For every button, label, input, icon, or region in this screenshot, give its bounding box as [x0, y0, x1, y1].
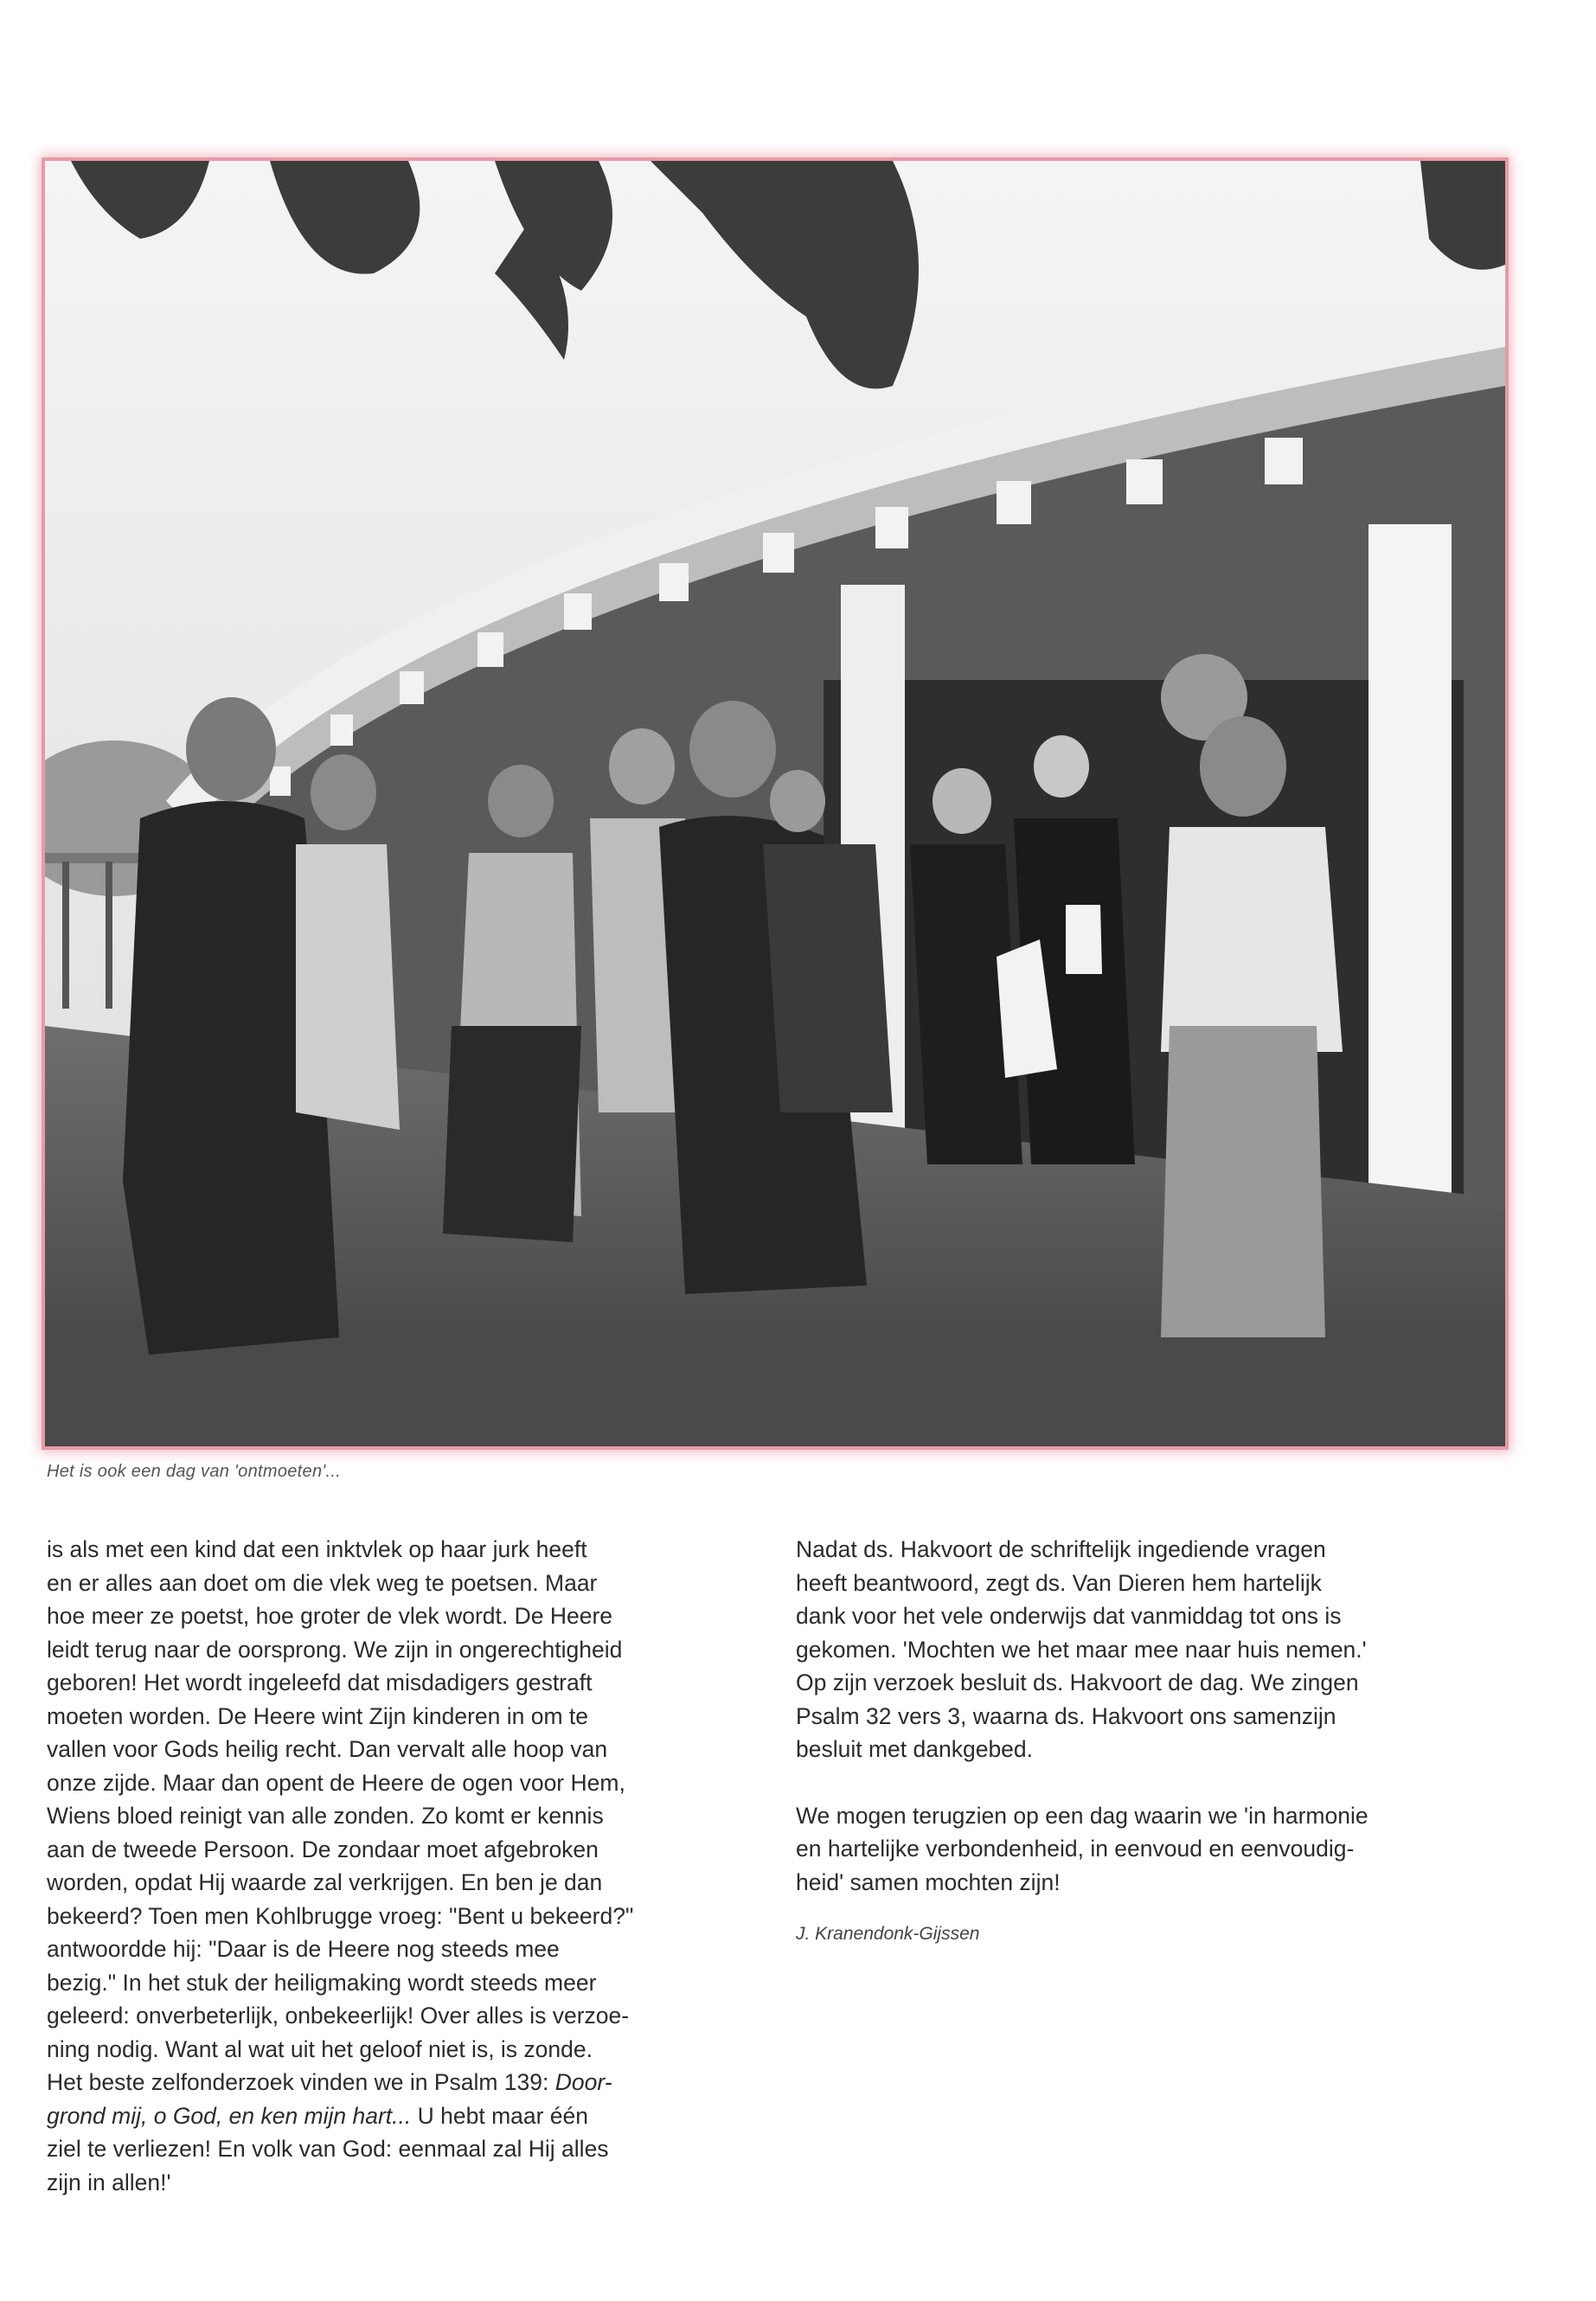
text-line: vallen voor Gods heilig recht. Dan vervalt alle hoop van	[47, 1736, 608, 1762]
text-line	[47, 2066, 752, 2099]
text-line: We mogen terugzien op een dag waarin we 'in harmonie	[796, 1802, 1368, 1829]
text-line: zijn in allen!'	[47, 2169, 171, 2195]
text-line: Op zijn verzoek besluit ds. Hakvoort de dag. We zingen	[796, 1670, 1359, 1695]
text-line: leidt terug naar de oorsprong. We zijn in ongerechtigheid	[47, 1636, 623, 1663]
text-line	[47, 2099, 752, 2133]
text-line: antwoordde hij: "Daar is de Heere nog steeds mee	[47, 1936, 560, 1962]
text-line: geleerd: onverbeterlijk, onbekeerlijk! Over alles is verzoe-	[47, 2003, 630, 2029]
text-line: bezig." In het stuk der heiligmaking wordt steeds meer	[47, 1969, 597, 1996]
text-fragment: Het beste zelfonderzoek vinden we in Psalm 139:	[47, 2069, 549, 2095]
left-column	[47, 1533, 752, 2199]
italic-text: grond mij, o God, en ken mijn hart...	[47, 2102, 412, 2129]
text-line: heid' samen mochten zijn!	[796, 1868, 1061, 1895]
text-line: onze zijde. Maar dan opent de Heere de ogen voor Hem,	[47, 1769, 625, 1796]
text-line: dank voor het vele onderwijs dat vanmiddag tot ons is	[796, 1603, 1342, 1629]
text-line: Nadat ds. Hakvoort de schriftelijk ingediende vragen	[796, 1536, 1326, 1562]
text-line: heeft beantwoord, zegt ds. Van Dieren hem hartelijk	[796, 1569, 1322, 1596]
text-line: hoe meer ze poetst, hoe groter de vlek wordt. De Heere	[47, 1603, 613, 1629]
text-line: ning nodig. Want al wat uit het geloof niet is, is zonde.	[47, 2035, 593, 2062]
text-line: moeten worden. De Heere wint Zijn kinderen in om te	[47, 1702, 588, 1729]
paragraph-gap	[796, 1766, 1501, 1799]
text-line: worden, opdat Hij waarde zal verkrijgen. En ben je dan	[47, 1869, 603, 1895]
author-signature: J. Kranendonk-Gijssen	[796, 1924, 980, 1944]
text-line: besluit met dankgebed.	[796, 1736, 1034, 1762]
text-line: aan de tweede Persoon. De zondaar moet afgebroken	[47, 1836, 599, 1862]
right-column	[796, 1533, 1501, 1952]
photo	[45, 161, 1505, 1446]
text-line: bekeerd? Toen men Kohlbrugge vroeg: "Bent u bekeerd?"	[47, 1902, 634, 1929]
text-line: Wiens bloed reinigt van alle zonden. Zo komt er kennis	[47, 1803, 604, 1829]
photo-caption: Het is ook een dag van 'ontmoeten'...	[47, 1462, 342, 1481]
text-line: en er alles aan doet om die vlek weg te poetsen. Maar	[47, 1569, 598, 1596]
text-line: ziel te verliezen! En volk van God: eenmaal zal Hij alles	[47, 2136, 609, 2162]
text-line: gekomen. 'Mochten we het maar mee naar huis nemen.'	[796, 1636, 1367, 1663]
italic-text: Door-	[554, 2069, 612, 2095]
text-line: is als met een kind dat een inktvlek op haar jurk heeft	[47, 1536, 587, 1562]
text-line: en hartelijke verbondenheid, in eenvoud en eenvoudig-	[796, 1836, 1355, 1862]
text-line: Psalm 32 vers 3, waarna ds. Hakvoort ons samenzijn	[796, 1702, 1336, 1729]
text-fragment: U hebt maar één	[411, 2102, 589, 2129]
group-photo-illustration	[45, 161, 1505, 1446]
text-line: geboren! Het wordt ingeleefd dat misdadigers gestraft	[47, 1670, 593, 1695]
